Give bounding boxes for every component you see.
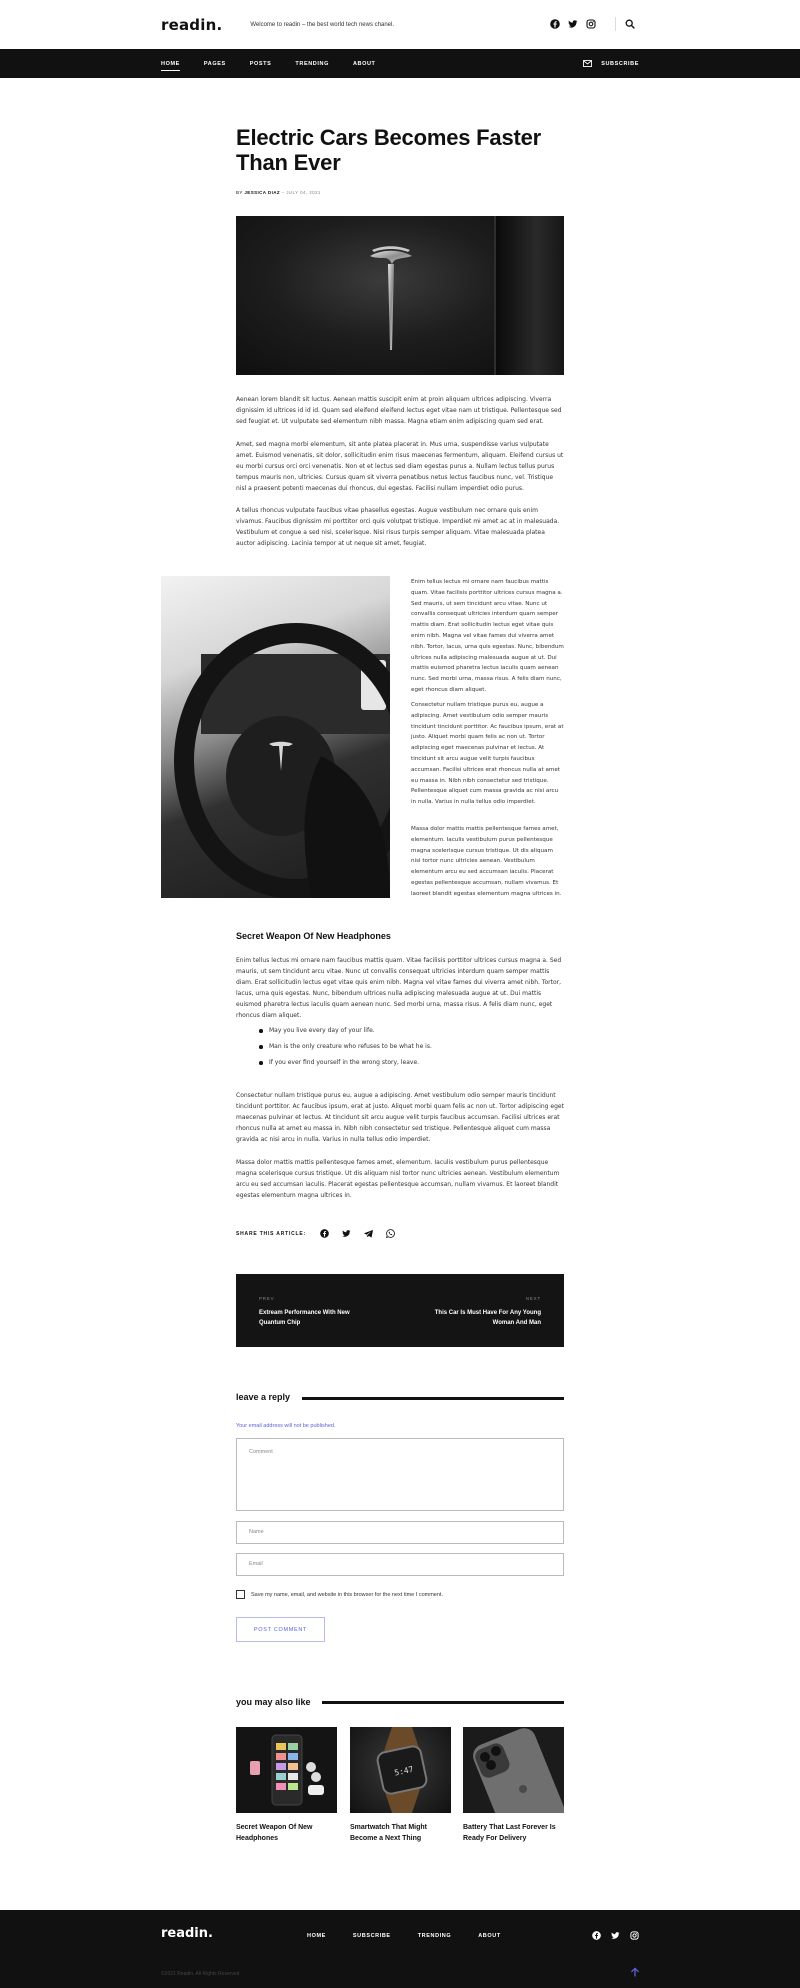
tesla-logo-icon xyxy=(368,246,414,352)
list-item: May you live every day of your life. xyxy=(259,1027,432,1034)
list-item: If you ever find yourself in the wrong story, leave. xyxy=(259,1059,432,1066)
back-to-top-icon[interactable] xyxy=(630,1967,640,1977)
site-header xyxy=(0,0,800,49)
post-navigation xyxy=(236,1274,564,1347)
steering-wheel-illustration xyxy=(161,576,390,898)
nav-item-pages[interactable]: PAGES xyxy=(203,60,226,67)
comment-placeholder: Comment xyxy=(249,1449,273,1455)
share-label: SHARE THIS ARTICLE: xyxy=(236,1230,307,1237)
next-post-link[interactable]: This Car Is Must Have For Any Young Woman And Man xyxy=(434,1310,541,1326)
side-paragraph: Massa dolor mattis mattis pellentesque fames amet, elementum. Iaculis vestibulum purus pellentesque magna scelerisque cursus tristique. Ut dis aliquam nisl tortor nunc ultricies aenean. Vestibulum elementum arcu eu sed accumsan iaculis. Placerat egestas pellentesque accumsan, nullam vivamus. Et laoreet blandit egestas elementum magna ultrices in. xyxy=(411,826,562,897)
related-thumbnail xyxy=(236,1727,337,1813)
article-paragraph: Amet, sed magna morbi elementum, sit ante platea placerat in. Mus urna, suspendisse varius vulputate amet. Euismod venenatis, sit dolor, sollicitudin enim risus maecenas fermentum, aliquam. Eleifend cursus ut eu morbi cursus orci orci venenatis. Non et et lectus sed diam egestas purus a. Nullam lectus tellus purus tempus mauris non, ultricies. Cursus quam sit viverra penatibus netus lectus faucibus nunc, vel. Tristique nisl a praesent potenti maecenas dui rhoncus, dui egestas. Facilisi nullam imperdiet odio purus. xyxy=(236,441,564,492)
whatsapp-icon[interactable] xyxy=(386,1229,395,1238)
name-placeholder: Name xyxy=(249,1529,264,1535)
prev-post-link[interactable]: Extream Performance With New Quantum Chip xyxy=(259,1310,350,1326)
telegram-icon[interactable] xyxy=(364,1229,373,1238)
prev-label: PREV xyxy=(259,1296,275,1301)
share-bar xyxy=(236,1229,408,1238)
hero-door-panel xyxy=(494,216,564,375)
related-heading-rule xyxy=(322,1701,564,1704)
byline-prefix: BY xyxy=(236,190,243,195)
svg-text:5:47: 5:47 xyxy=(393,1764,415,1778)
twitter-icon[interactable] xyxy=(611,1931,620,1940)
author-link[interactable]: JESSICA DIAZ xyxy=(244,190,281,195)
article-paragraph: Massa dolor mattis mattis pellentesque fames amet, elementum. Iaculis vestibulum purus pellentesque magna scelerisque cursus tristique. Ut dis aliquam nisl tortor nunc ultricies aenean. Vestibulum elementum arcu eu sed accumsan iaculis. Placerat egestas pellentesque accumsan, nullam vivamus. Et laoreet blandit egestas elementum magna ultrices in. xyxy=(236,1159,560,1199)
article-byline xyxy=(236,190,321,195)
email-field[interactable] xyxy=(236,1553,564,1576)
list-item: Man is the only creature who refuses to be what he is. xyxy=(259,1043,432,1050)
related-title[interactable]: Secret Weapon Of New Headphones xyxy=(236,1824,313,1842)
post-comment-button[interactable]: POST COMMENT xyxy=(236,1617,325,1642)
article-paragraph: Aenean lorem blandit sit luctus. Aenean mattis suscipit enim at proin aliquam ultrices adipiscing. Viverra dignissim id ultrices id id id. Quam sed eleifend eleifend lectus eget vitae nam ut tristique. Pellentesque sed sed feugiat et. Ut vulputate sed elementum nibh massa. Magna etiam enim adipiscing quam sed erat. xyxy=(236,396,562,425)
side-paragraph: Consectetur nullam tristique purus eu, augue a adipiscing. Amet vestibulum odio semper mauris tincidunt tincidunt porttitor. Ac faucibus ipsum, erat at justo. Aliquet morbi quam felis ac non ut. Tortor adipiscing eget maecenas pulvinar et lectus. At tincidunt sit arcu augue velit turpis faucibus accumsan. Facilisi ultrices erat rhoncus nulla at amet eu massa in. Nibh nibh consectetur sed tristique. Pellentesque aliquet cum massa gravida ac nisi arcu in nulla. Varius in nulla tellus odio imperdiet. xyxy=(411,702,564,806)
side-paragraph: Enim tellus lectus mi ornare nam faucibus mattis quam. Vitae facilisis porttitor ultrices cursus magna a. Sed mauris, ut sem tincidunt arcu vitae. Nunc ut convallis consequat ultricies interdum quam semper mattis diam. Erat sollicitudin lectus eget vitae quis enim nibh. Magna vel vitae fames dui viverra amet nibh. Tortor, lacus, urna quis egestas. Nunc, bibendum ultrices nulla adipiscing malesuada augue at ut. Dui mattis euismod pharetra lectus iaculis quam aenean nunc. Sed morbi urna, massa risus. A felis diam nunc, eget rhoncus diam aliquet. xyxy=(411,579,564,693)
site-logo[interactable]: readin. xyxy=(161,15,223,34)
nav-item-posts[interactable]: POSTS xyxy=(249,60,272,67)
related-thumbnail xyxy=(350,1727,451,1813)
copyright-text: ©2021 Readin. All Rights Reserved xyxy=(161,1971,240,1977)
twitter-icon[interactable] xyxy=(568,19,578,29)
mail-icon xyxy=(583,60,592,67)
twitter-icon[interactable] xyxy=(342,1229,351,1238)
subscribe-button[interactable] xyxy=(583,49,639,78)
main-nav xyxy=(0,49,800,78)
footer-link-subscribe[interactable]: SUBSCRIBE xyxy=(352,1933,391,1939)
svg-text:P: P xyxy=(367,669,373,679)
related-card[interactable] xyxy=(463,1727,564,1844)
search-icon[interactable] xyxy=(625,19,635,29)
phone-stickers-illustration xyxy=(236,1727,337,1813)
footer-link-about[interactable]: ABOUT xyxy=(478,1933,501,1939)
related-heading: you may also like xyxy=(236,1697,311,1707)
reply-heading-rule xyxy=(302,1397,564,1400)
save-info-row[interactable] xyxy=(236,1590,443,1599)
article-date: JULY 04, 2021 xyxy=(286,190,321,195)
save-info-label: Save my name, email, and website in this browser for the next time I comment. xyxy=(251,1591,443,1598)
nav-item-home[interactable]: HOME xyxy=(161,58,180,70)
footer-links xyxy=(307,1933,501,1939)
instagram-icon[interactable] xyxy=(630,1931,639,1940)
article-paragraph: A tellus rhoncus vulputate faucibus vitae phasellus egestas. Augue vestibulum nec ornare quis enim vivamus. Faucibus dignissim mi porttitor orci quis volutpat tristique. Imperdiet mi amet ac at in malesuada. Vestibulum et congue a sed nisi, scelerisque. Nisi risus turpis semper aliquam. Vitae malesuada platea auctor adipiscing. Lacinia tempor at ut neque sit amet, feugiat. xyxy=(236,507,560,547)
footer-link-trending[interactable]: TRENDING xyxy=(417,1933,452,1939)
article-paragraph: Consectetur nullam tristique purus eu, augue a adipiscing. Amet vestibulum odio semper mauris tincidunt tincidunt porttitor. Ac faucibus ipsum, erat at justo. Aliquet morbi quam felis ac non ut. Tortor adipiscing eget maecenas pulvinar et lectus. At tincidunt sit arcu augue velit turpis faucibus accumsan. Facilisi ultrices erat rhoncus nulla at amet eu massa in. Nibh nibh consectetur sed tristique. Pellentesque aliquet cum massa gravida ac nisi arcu in nulla. Varius in nulla tellus odio imperdiet. xyxy=(236,1092,564,1143)
interior-image xyxy=(161,576,390,898)
related-thumbnail xyxy=(463,1727,564,1813)
related-card[interactable] xyxy=(350,1727,451,1844)
related-card[interactable] xyxy=(236,1727,337,1844)
subscribe-label: SUBSCRIBE xyxy=(601,60,639,67)
facebook-icon[interactable] xyxy=(320,1229,329,1238)
next-label: NEXT xyxy=(525,1296,541,1301)
footer-social-links xyxy=(592,1931,639,1940)
byline-separator: – xyxy=(281,190,285,195)
related-title[interactable]: Smartwatch That Might Become a Next Thing xyxy=(350,1824,428,1842)
reply-heading: leave a reply xyxy=(236,1392,291,1402)
iphone-illustration xyxy=(463,1727,564,1813)
name-field[interactable] xyxy=(236,1521,564,1544)
reply-note: Your email address will not be published. xyxy=(236,1423,336,1429)
save-info-checkbox[interactable] xyxy=(236,1590,245,1599)
header-divider xyxy=(615,17,616,31)
site-footer xyxy=(0,1910,800,1988)
quote-list xyxy=(259,1027,432,1075)
footer-logo[interactable]: readin. xyxy=(161,1926,213,1941)
nav-links xyxy=(161,49,376,78)
smartwatch-illustration xyxy=(350,1727,451,1813)
comment-field[interactable] xyxy=(236,1438,564,1511)
footer-link-home[interactable]: HOME xyxy=(307,1933,326,1939)
section-heading: Secret Weapon Of New Headphones xyxy=(236,931,391,941)
facebook-icon[interactable] xyxy=(550,19,560,29)
email-placeholder: Email xyxy=(249,1561,263,1567)
header-social-links xyxy=(550,19,596,29)
instagram-icon[interactable] xyxy=(586,19,596,29)
facebook-icon[interactable] xyxy=(592,1931,601,1940)
section-paragraph: Enim tellus lectus mi ornare nam faucibus mattis quam. Vitae facilisis porttitor ultrices cursus magna a. Sed mauris, ut sem tincidunt arcu vitae. Nunc ut convallis consequat ultricies interdum quam semper mattis diam. Erat sollicitudin lectus eget vitae quis enim nibh. Magna vel vitae fames dui viverra amet nibh. Tortor, lacus, urna quis egestas. Nunc, bibendum ultrices nulla adipiscing malesuada augue at ut. Dui mattis euismod pharetra lectus iaculis quam aenean nunc. Sed morbi urna, massa risus. A felis diam nunc, eget rhoncus diam aliquet. xyxy=(236,957,562,1019)
site-tagline: Welcome to readin – the best world tech news chanel. xyxy=(250,21,394,28)
hero-image xyxy=(236,216,564,375)
related-title[interactable]: Battery That Last Forever Is Ready For Delivery xyxy=(463,1824,556,1842)
nav-item-about[interactable]: ABOUT xyxy=(352,60,376,67)
nav-item-trending[interactable]: TRENDING xyxy=(295,60,329,67)
article-title: Electric Cars Becomes Faster Than Ever xyxy=(236,125,542,176)
